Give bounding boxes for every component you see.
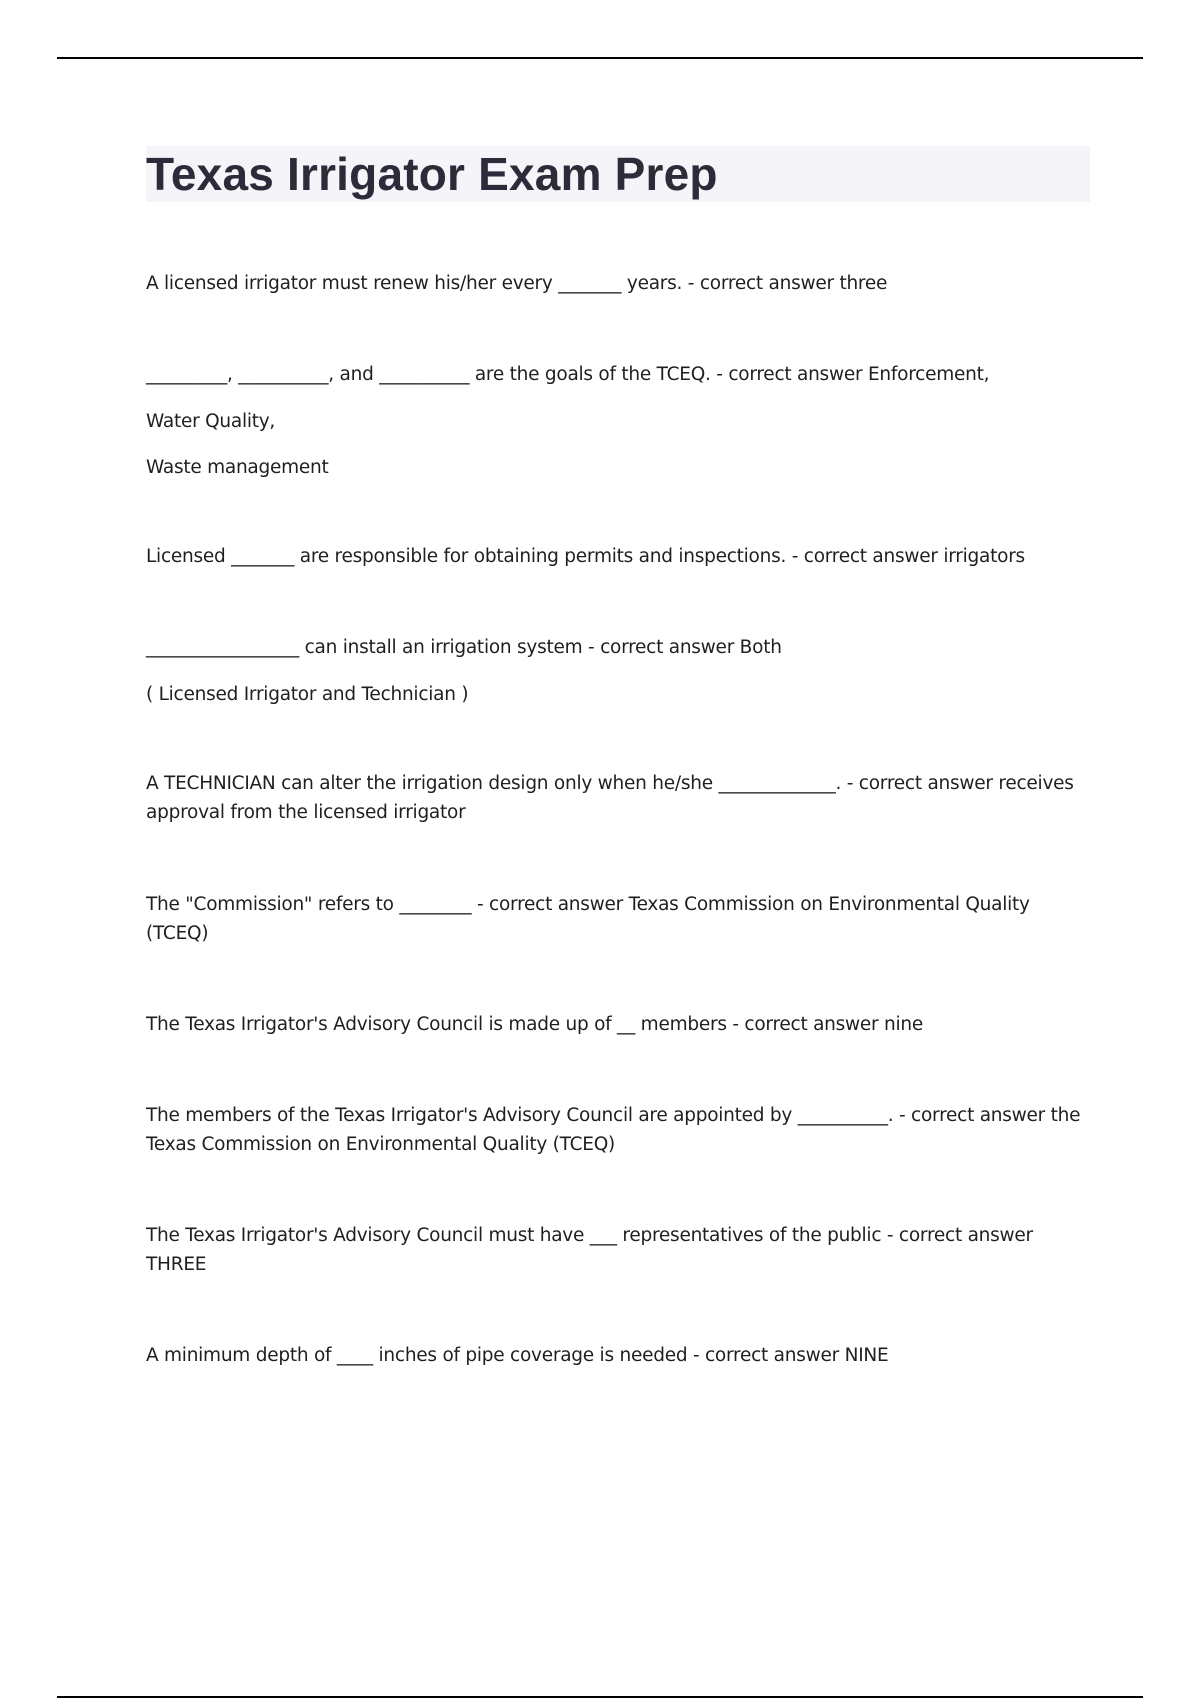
qa-text: Licensed _______ are responsible for obtaining permits and inspections. - correct answer irrigators [146, 546, 1025, 567]
qa-item-9 [146, 1221, 1090, 1279]
qa-extra-line: Waste management [146, 457, 329, 478]
qa-item-1 [146, 269, 1090, 298]
qa-text: _________, __________, and __________ are the goals of the TCEQ. - correct answer Enforcement, [146, 364, 990, 385]
qa-text: _________________ can install an irrigation system - correct answer Both [146, 637, 782, 658]
qa-item-8 [146, 1101, 1090, 1159]
qa-item-2 [146, 360, 1090, 482]
qa-item-4 [146, 633, 1090, 709]
title-banner [146, 146, 1090, 202]
qa-text: The "Commission" refers to ________ - correct answer Texas Commission on Environmental Quality (TCEQ) [146, 894, 1030, 944]
qa-text: The Texas Irrigator's Advisory Council is made up of __ members - correct answer nine [146, 1014, 923, 1035]
qa-item-7 [146, 1010, 1090, 1039]
qa-text: A TECHNICIAN can alter the irrigation design only when he/she _____________. - correct answer receives approval from the licensed irrigator [146, 773, 1074, 823]
qa-extra-line: ( Licensed Irrigator and Technician ) [146, 684, 469, 705]
qa-text: A licensed irrigator must renew his/her every _______ years. - correct answer three [146, 273, 888, 294]
document-page [146, 146, 1090, 1366]
qa-text: The Texas Irrigator's Advisory Council must have ___ representatives of the public - correct answer THREE [146, 1225, 1033, 1275]
bottom-rule [57, 1696, 1143, 1698]
document-title: Texas Irrigator Exam Prep [146, 148, 718, 200]
top-rule [57, 57, 1143, 59]
qa-extra-line: Water Quality, [146, 411, 276, 432]
qa-item-5 [146, 769, 1090, 827]
qa-text: The members of the Texas Irrigator's Advisory Council are appointed by __________. - correct answer the Texas Commission on Environmental Quality (TCEQ) [146, 1105, 1081, 1155]
qa-text: A minimum depth of ____ inches of pipe coverage is needed - correct answer NINE [146, 1345, 889, 1366]
qa-item-10 [146, 1341, 1090, 1370]
qa-item-3 [146, 542, 1090, 571]
qa-item-6 [146, 890, 1090, 948]
